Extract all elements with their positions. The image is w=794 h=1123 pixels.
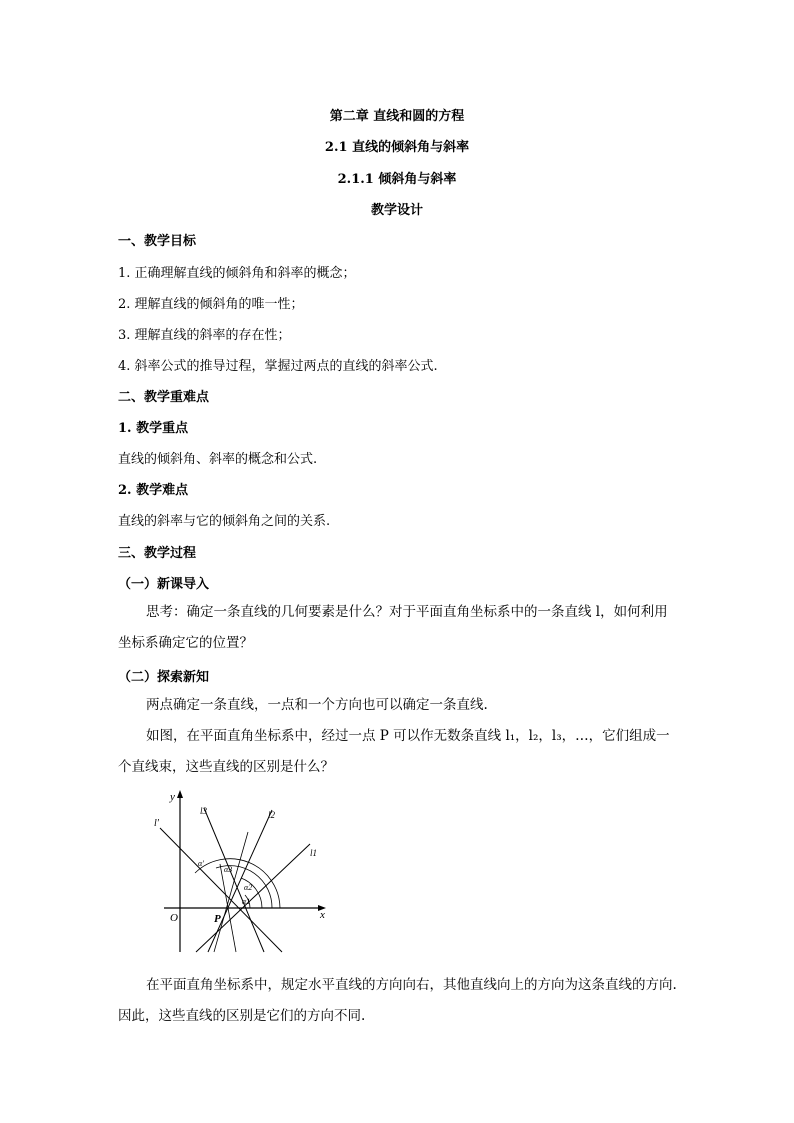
section-title: 2.1 直线的倾斜角与斜率 bbox=[324, 140, 470, 155]
line-l3-label: l3 bbox=[200, 806, 208, 816]
chapter-title: 第二章 直线和圆的方程 bbox=[329, 109, 465, 124]
explore-paragraph-2: 如图，在平面直角坐标系中，经过一点 P 可以作无数条直线 l₁，l₂，l₃，…，它们组成一个直线束，这些直线的区别是什么？ bbox=[118, 728, 670, 775]
y-axis-arrow bbox=[177, 790, 183, 798]
line-l-prime bbox=[160, 828, 282, 952]
goal-1: 1. 正确理解直线的倾斜角和斜率的概念； bbox=[118, 266, 356, 281]
origin-label: O bbox=[170, 912, 178, 924]
heading-process: 三、教学过程 bbox=[118, 546, 197, 561]
key-point-title: 1. 教学重点 bbox=[118, 421, 189, 436]
goal-2: 2. 理解直线的倾斜角的唯一性； bbox=[118, 297, 304, 312]
design-title: 教学设计 bbox=[370, 203, 423, 218]
explore-paragraph-1: 两点确定一条直线，一点和一个方向也可以确定一条直线. bbox=[146, 697, 488, 713]
alpha2-label: α2 bbox=[244, 883, 253, 892]
difficult-point-title: 2. 教学难点 bbox=[118, 483, 189, 498]
line-bundle-figure bbox=[140, 784, 340, 964]
explore-title: （二）探索新知 bbox=[118, 670, 210, 685]
line-l2-label: l2 bbox=[268, 810, 276, 820]
intro-paragraph: 思考：确定一条直线的几何要素是什么？对于平面直角坐标系中的一条直线 l，如何利用坐标系确定它的位置？ bbox=[118, 604, 668, 651]
goal-3: 3. 理解直线的斜率的存在性； bbox=[118, 328, 291, 343]
difficult-point-text: 直线的斜率与它的倾斜角之间的关系. bbox=[118, 514, 331, 529]
point-p-label: P bbox=[214, 913, 221, 925]
subsection-title: 2.1.1 倾斜角与斜率 bbox=[337, 172, 457, 187]
y-axis-label: y bbox=[170, 791, 175, 803]
goal-4: 4. 斜率公式的推导过程，掌握过两点的直线的斜率公式. bbox=[118, 359, 438, 374]
alpha3-label: α3 bbox=[224, 865, 233, 874]
x-axis-label: x bbox=[320, 909, 325, 921]
explore-paragraph-3: 在平面直角坐标系中，规定水平直线的方向向右，其他直线向上的方向为这条直线的方向.因此，这些直线的区别是它们的方向不同. bbox=[118, 977, 677, 1024]
heading-key-difficult: 二、教学重难点 bbox=[118, 390, 210, 405]
line-l1 bbox=[196, 844, 310, 952]
alpha-prime-label: α′ bbox=[198, 859, 204, 868]
alpha1-label: α1 bbox=[242, 897, 251, 906]
intro-title: （一）新课导入 bbox=[118, 577, 210, 592]
key-point-text: 直线的倾斜角、斜率的概念和公式. bbox=[118, 452, 318, 467]
heading-goals: 一、教学目标 bbox=[118, 234, 197, 249]
line-l1-label: l1 bbox=[310, 848, 318, 858]
line-l-prime-label: l′ bbox=[154, 818, 159, 829]
